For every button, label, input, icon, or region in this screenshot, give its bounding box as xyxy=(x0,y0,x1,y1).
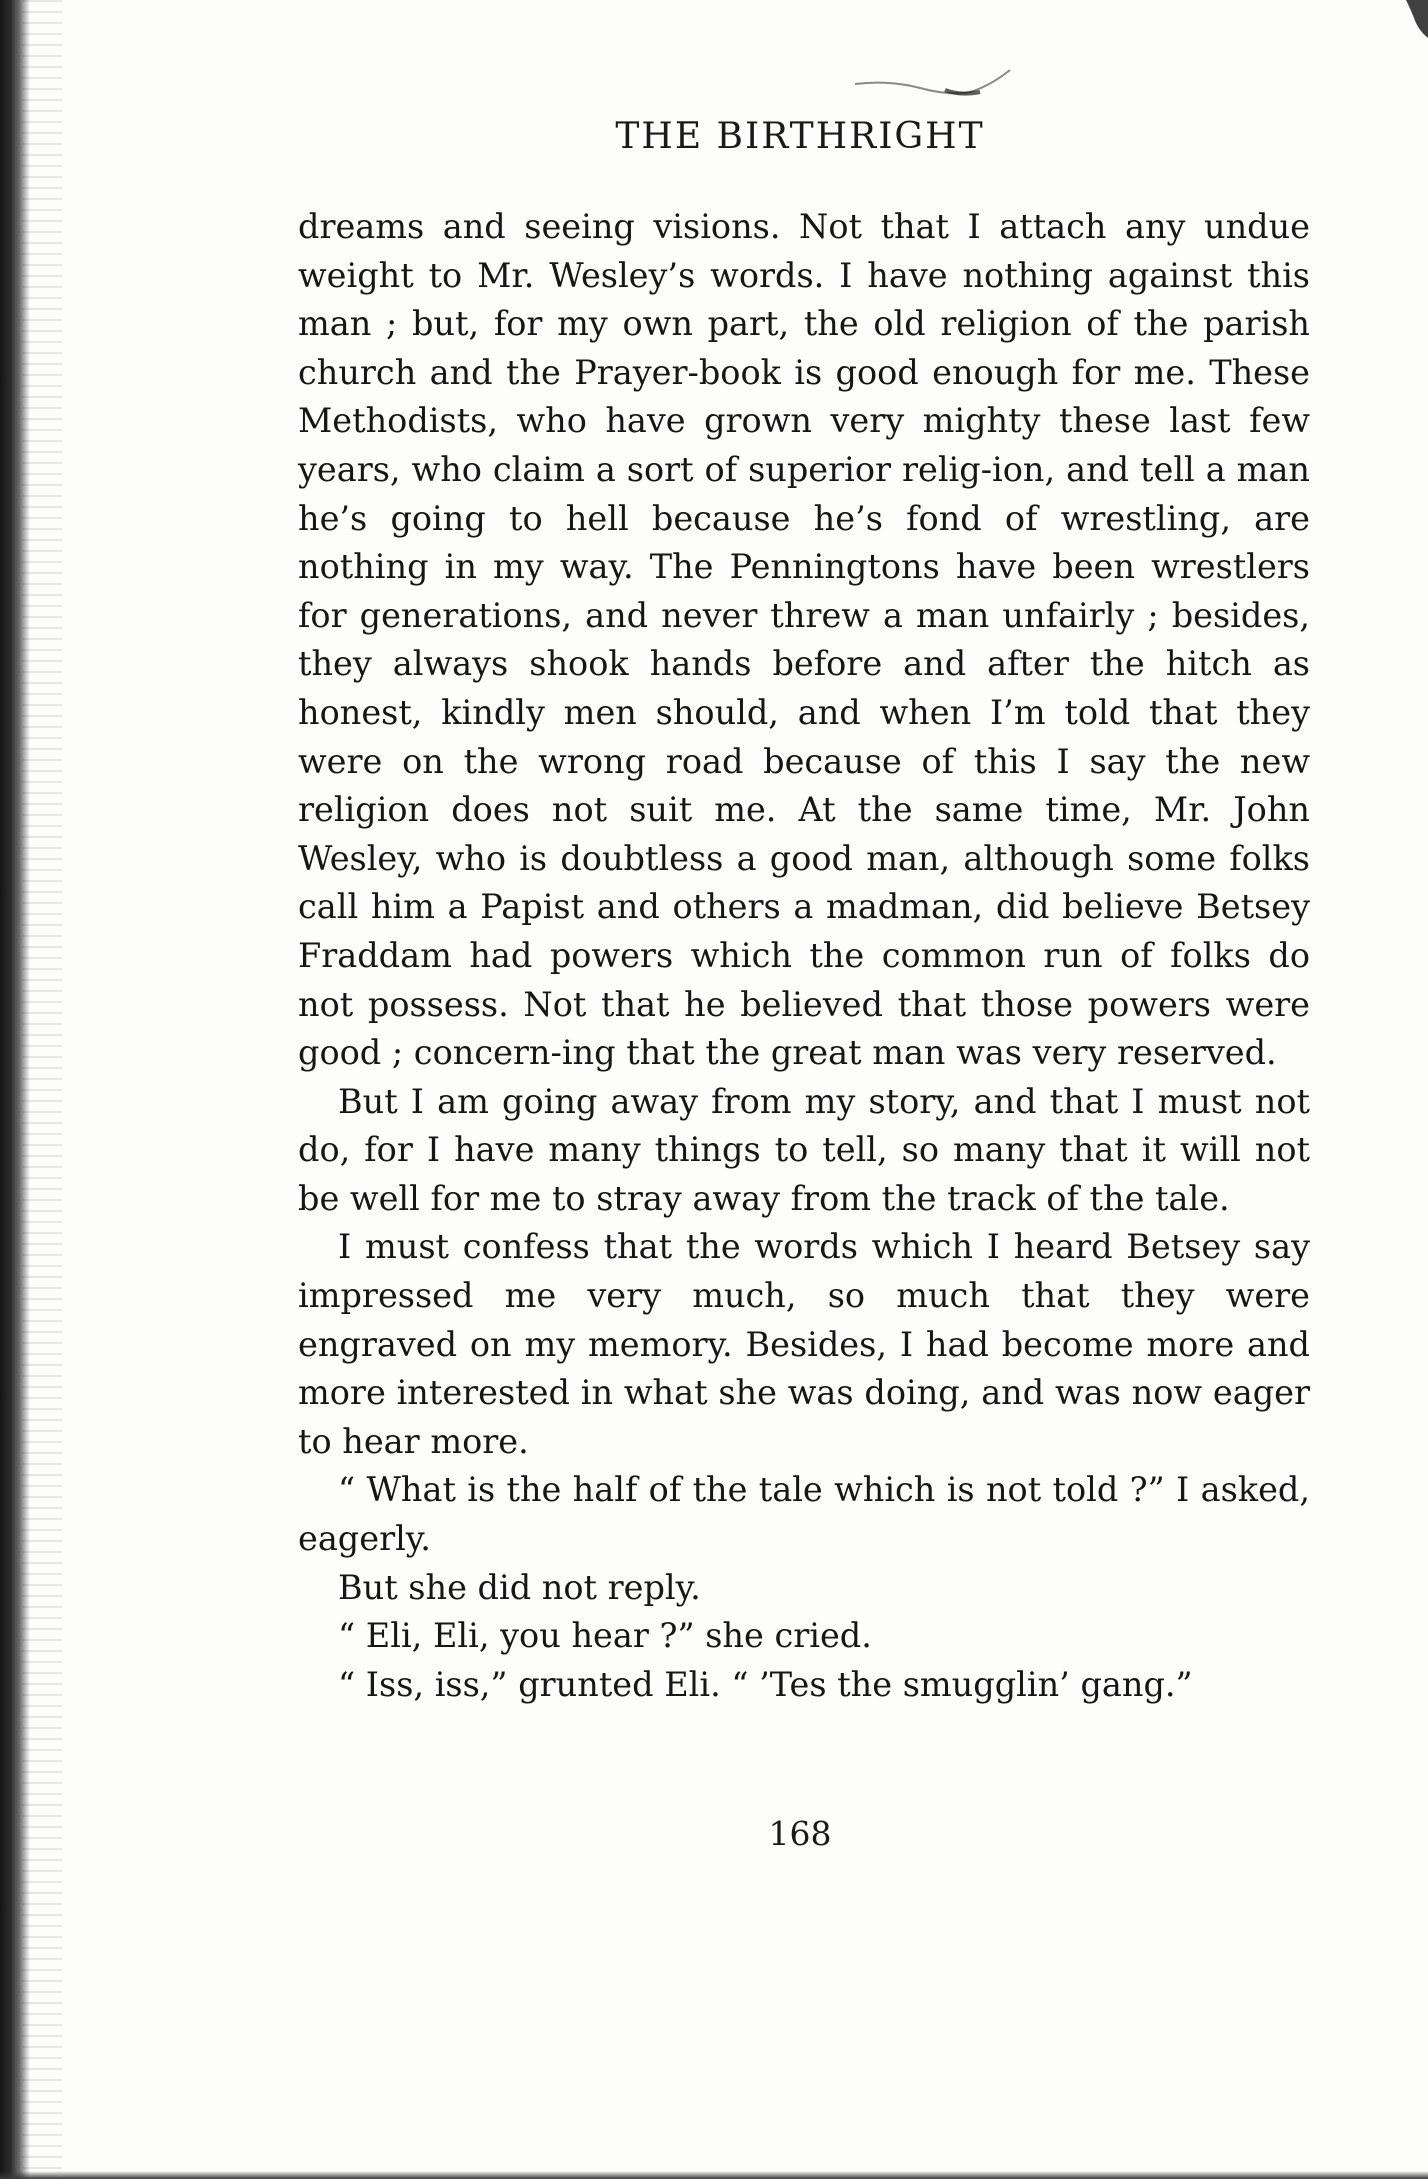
paragraph-question: “ What is the half of the tale which is not told ?” I asked, eagerly. xyxy=(298,1470,1310,1559)
paragraph-continued: dreams and seeing visions. Not that I attach any undue weight to Mr. Wesley’s words. I have nothing against this man ; but, for my own part, the old religion of the parish church and the Prayer-book is good enough for me. These Methodists, who have grown very mighty these last few years, who claim a sort of superior relig-ion, and tell a man he’s going to hell because he’s fond of wrestling, are nothing in my way. The Penningtons have been wrestlers for generations, and never threw a man unfairly ; besides, they always shook hands before and after the hitch as honest, kindly men should, and when I’m told that they were on the wrong road because of this I say the new religion does not suit me. At the same time, Mr. John Wesley, who is doubtless a good man, although some folks call him a Papist and others a madman, did believe Betsey Fraddam had powers which the common run of folks do not possess. Not that he believed that those powers were good ; concern-ing that the great man was very reserved. xyxy=(298,207,1310,1073)
paragraph-story-digression: But I am going away from my story, and that I must not do, for I have many things to tell, so many that it will not be well for me to stray away from the track of the tale. xyxy=(298,1081,1310,1218)
corner-stain-mark xyxy=(1388,0,1428,40)
paragraph-no-reply: But she did not reply. xyxy=(338,1567,701,1607)
paragraph-confession: I must confess that the words which I heard Betsey say impressed me very much, so much that they were engraved on my memory. Besides, I had become more and more interested in what she was doing, and was now eager to hear more. xyxy=(298,1227,1310,1461)
binding-speckle xyxy=(22,0,62,2179)
bottom-page-edge xyxy=(0,2171,1428,2179)
ink-smudge-mark xyxy=(850,62,1020,102)
paragraph-eli-cry: “ Eli, Eli, you hear ?” she cried. xyxy=(338,1616,872,1656)
paragraph-eli-answer: “ Iss, iss,” grunted Eli. “ ’Tes the smugglin’ gang.” xyxy=(338,1664,1193,1704)
running-head: THE BIRTHRIGHT xyxy=(615,116,985,157)
body-text xyxy=(298,203,1310,1709)
page-number: 168 xyxy=(768,1814,832,1853)
